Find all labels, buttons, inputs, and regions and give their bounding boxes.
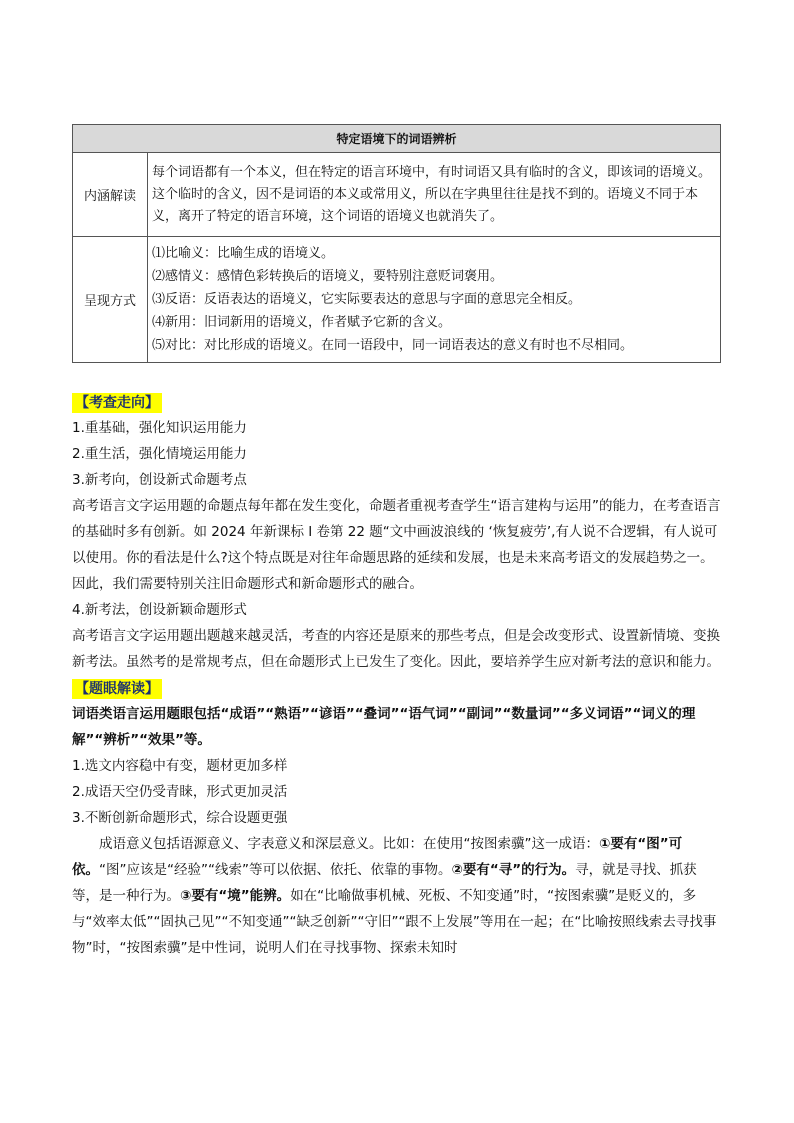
paragraph-text: 如在“比喻做事机械、死板、不知变通”时，“按图索骥”是贬义的，多与“效率太低”“固执己见”“不知变通”“缺乏创新”“守旧”“跟不上发展”等用在一起；在“比喻按照线索去寻找事物”时，“按图索骥”是中性词，说明人们在寻找事物、探索未知时 (72, 888, 717, 956)
paragraph (72, 831, 721, 961)
list-item: 2.成语天空仍受青睐，形式更加灵活 (72, 784, 288, 800)
connotation-text: 每个词语都有一个本义，但在特定的语言环境中，有时词语又具有临时的含义，即该词的语境义。这个临时的含义，因不是词语的本义或常用义，所以在字典里往往是找不到的。语境义不同于本义，离开了特定的语言环境，这个词语的语境义也就消失了。 (148, 153, 721, 237)
paragraph-text: 成语意义包括语源意义、字表意义和深层意义。比如：在使用“按图索骥”这一成语： (99, 836, 599, 852)
document-page (72, 124, 721, 961)
row-label-connotation: 内涵解读 (73, 153, 148, 237)
section-question-eye (72, 675, 721, 961)
definition-table (72, 124, 721, 363)
list-item: 3.新考向，创设新式命题考点 (72, 472, 247, 488)
paragraph-text: 寻，就是寻找、抓获等，是一种行为。 (72, 862, 697, 904)
list-item: ⑵感情义：感情色彩转换后的语境义，要特别注意贬词褒用。 (152, 269, 504, 284)
paragraph-text: “图”应该是“经验”“线索”等可以依据、依托、依靠的事物。 (99, 862, 452, 878)
list-item: ⑸对比：对比形成的语境义。在同一语段中，同一词语表达的意义有时也不尽相同。 (152, 338, 634, 353)
list-item: 4.新考法，创设新颖命题形式 (72, 602, 247, 618)
paragraph: 高考语言文字运用题的命题点每年都在发生变化，命题者重视考查学生“语言建构与运用”的能力，在考查语言的基础时多有创新。如 2024 年新课标 I 卷第 22 题“文中画波浪线的 ‘恢复疲劳’,有人说不合逻辑，有人说可以使用。你的看法是什么?这个特点既是对往年命题思路的延续和发展，也是未来高考语文的发展趋势之一。因此，我们需要特别关注旧命题形式和新命题形式的融合。 (72, 498, 721, 592)
list-item: 1.选文内容稳中有变，题材更加多样 (72, 758, 288, 774)
list-item: ⑶反语：反语表达的语境义，它实际要表达的意思与字面的意思完全相反。 (152, 292, 582, 307)
row-label-forms: 呈现方式 (73, 237, 148, 363)
section-exam-direction (72, 389, 721, 675)
list-item: ⑴比喻义：比喻生成的语境义。 (152, 246, 335, 261)
paragraph-emphasis: ①要有“图”可依。 (72, 836, 683, 878)
list-item: ⑷新用：旧词新用的语境义，作者赋予它新的含义。 (152, 315, 452, 330)
paragraph-emphasis: ③要有“境”能辨。 (180, 888, 291, 904)
list-item: 3.不断创新命题形式，综合设题更强 (72, 810, 288, 826)
section-heading: 【考查走向】 (72, 393, 162, 413)
list-item: 1.重基础，强化知识运用能力 (72, 420, 247, 436)
list-item: 2.重生活，强化情境运用能力 (72, 446, 247, 462)
section-heading: 【题眼解读】 (72, 679, 162, 699)
bold-paragraph: 词语类语言运用题眼包括“成语”“熟语”“谚语”“叠词”“语气词”“副词”“数量词”“多义词语”“词义的理解”“辨析”“效果”等。 (72, 706, 696, 748)
paragraph-emphasis: ②要有“寻”的行为。 (451, 862, 576, 878)
table-title: 特定语境下的词语辨析 (73, 125, 721, 153)
forms-list (148, 237, 721, 363)
paragraph: 高考语言文字运用题出题越来越灵活，考查的内容还是原来的那些考点，但是会改变形式、设置新情境、变换新考法。虽然考的是常规考点，但在命题形式上已发生了变化。因此，要培养学生应对新考法的意识和能力。 (72, 628, 720, 670)
